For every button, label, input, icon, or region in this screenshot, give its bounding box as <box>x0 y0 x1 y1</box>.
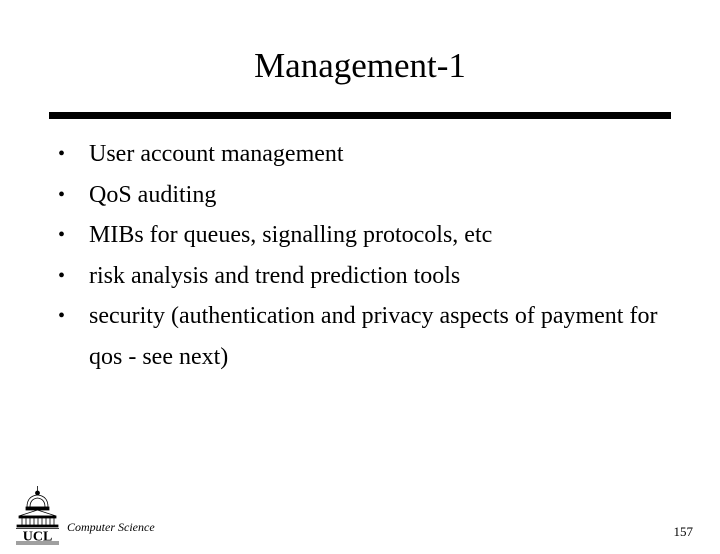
bullet-icon: • <box>58 305 66 327</box>
title-divider <box>49 112 671 119</box>
bullet-item <box>58 134 658 175</box>
bullet-text: MIBs for queues, signalling protocols, etc <box>89 222 493 248</box>
page-number: 157 <box>673 524 693 539</box>
bullet-text: risk analysis and trend prediction tools <box>89 262 461 289</box>
bullet-item <box>58 215 658 256</box>
bullet-text: User account management <box>89 141 344 167</box>
ucl-logo-text: UCL <box>22 529 53 545</box>
bullet-list <box>58 134 658 377</box>
bullet-icon: • <box>58 143 66 165</box>
slide-title: Management-1 <box>254 46 466 85</box>
bullet-icon: • <box>58 224 66 246</box>
bullet-item <box>58 296 658 377</box>
bullet-icon: • <box>58 183 66 206</box>
bullet-text: QoS auditing <box>89 181 217 208</box>
bullet-text: security (authentication and privacy aspects of payment for qos - see next) <box>89 303 658 370</box>
bullet-item <box>58 256 658 297</box>
ucl-logo <box>15 485 60 545</box>
bullet-item <box>58 175 658 216</box>
footer-department: Computer Science <box>67 520 155 534</box>
bullet-icon: • <box>58 264 66 287</box>
